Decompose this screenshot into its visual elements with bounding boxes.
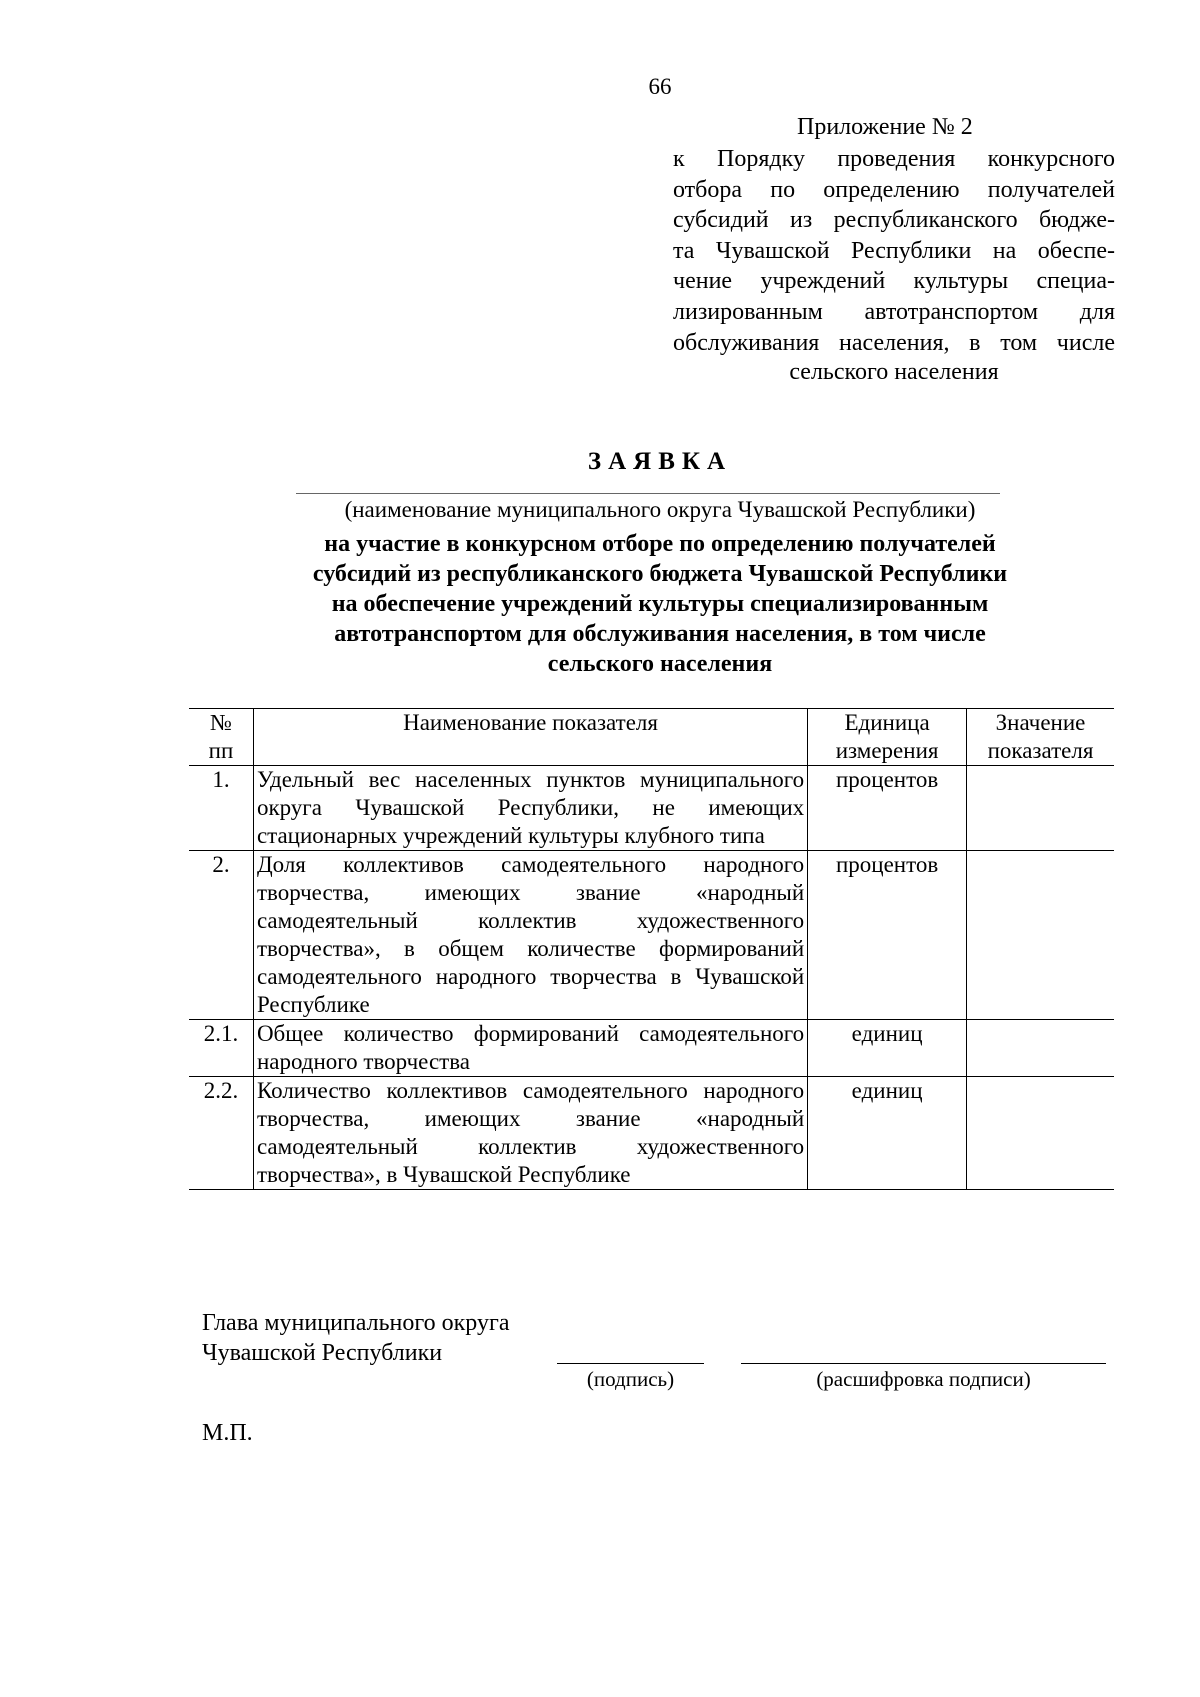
table-row bbox=[189, 1020, 1114, 1077]
row-unit: единиц bbox=[808, 1077, 967, 1190]
appendix-line: чение учреждений культуры специа- bbox=[673, 268, 1115, 295]
row-indicator-name: Общее количество формирований самодеятельного народного творчества bbox=[253, 1020, 807, 1077]
row-number: 2.2. bbox=[189, 1077, 253, 1190]
row-number: 2.1. bbox=[189, 1020, 253, 1077]
row-value-field[interactable] bbox=[967, 766, 1114, 851]
header-number-line: пп bbox=[208, 738, 234, 763]
signatory-position bbox=[202, 1308, 510, 1368]
subtitle-line: на обеспечение учреждений культуры специализированным bbox=[331, 591, 989, 617]
signature-caption: (подпись) bbox=[586, 1367, 675, 1391]
row-indicator-name: Количество коллективов самодеятельного народного творчества, имеющих звание «народный самодеятельный коллектив художественного творчества», в Чувашской Республике bbox=[253, 1077, 807, 1190]
row-unit: единиц bbox=[808, 1020, 967, 1077]
signature-decode-field[interactable] bbox=[741, 1363, 1106, 1364]
table-row bbox=[189, 1077, 1114, 1190]
page-number: 66 bbox=[648, 74, 672, 99]
header-name-line: Наименование показателя bbox=[403, 710, 658, 735]
subtitle-line: сельского населения bbox=[547, 651, 773, 677]
table-header-row bbox=[189, 709, 1114, 766]
row-unit: процентов bbox=[808, 851, 967, 1020]
subtitle-line: автотранспортом для обслуживания населения, в том числе bbox=[334, 621, 986, 647]
table-row bbox=[189, 766, 1114, 851]
header-unit-line: Единица bbox=[844, 710, 930, 735]
header-value-line: показателя bbox=[987, 738, 1094, 763]
document-subtitle bbox=[0, 529, 1200, 679]
header-unit bbox=[808, 709, 967, 766]
appendix-line: та Чувашской Республики на обеспе- bbox=[673, 237, 1115, 264]
appendix-body bbox=[673, 144, 1115, 358]
row-number: 1. bbox=[189, 766, 253, 851]
appendix-line: субсидий из республиканского бюдже- bbox=[673, 207, 1115, 234]
row-number: 2. bbox=[189, 851, 253, 1020]
appendix-line: к Порядку проведения конкурсного bbox=[673, 146, 1115, 172]
row-unit: процентов bbox=[808, 766, 967, 851]
row-value-field[interactable] bbox=[967, 851, 1114, 1020]
appendix-line: обслуживания населения, в том числе bbox=[673, 329, 1115, 356]
row-indicator-name: Доля коллективов самодеятельного народного творчества, имеющих звание «народный самодеятельный коллектив художественного творчества», в общем количестве формирований самодеятельного народного творчества в Чувашской Республике bbox=[253, 851, 807, 1020]
table-row bbox=[189, 851, 1114, 1020]
municipality-name-caption: (наименование муниципального округа Чувашской Республики) bbox=[344, 497, 976, 522]
stamp-place-label: М.П. bbox=[202, 1420, 253, 1446]
row-indicator-name: Удельный вес населенных пунктов муниципального округа Чувашской Республики, не имеющих стационарных учреждений культуры клубного типа bbox=[253, 766, 807, 851]
signatory-position-line: Глава муниципального округа bbox=[202, 1310, 510, 1336]
header-unit-line: измерения bbox=[835, 738, 939, 763]
document-title: ЗАЯВКА bbox=[587, 448, 733, 475]
header-number bbox=[189, 709, 253, 766]
header-indicator-name bbox=[253, 709, 807, 766]
signature-decode-caption: (расшифровка подписи) bbox=[816, 1367, 1031, 1391]
subtitle-line: субсидий из республиканского бюджета Чувашской Республики bbox=[312, 561, 1008, 587]
header-number-line: № bbox=[209, 710, 232, 735]
signatory-position-line: Чувашской Республики bbox=[202, 1340, 443, 1366]
signature-field[interactable] bbox=[557, 1363, 704, 1364]
appendix-line: лизированным автотранспортом для bbox=[673, 298, 1115, 325]
municipality-name-field bbox=[296, 493, 1000, 494]
row-value-field[interactable] bbox=[967, 1020, 1114, 1077]
appendix-last-line: сельского населения bbox=[789, 359, 999, 385]
indicators-table bbox=[189, 708, 1114, 1190]
appendix-line: отбора по определению получателей bbox=[673, 176, 1115, 203]
header-value bbox=[967, 709, 1114, 766]
appendix-heading: Приложение № 2 bbox=[797, 114, 973, 140]
row-value-field[interactable] bbox=[967, 1077, 1114, 1190]
subtitle-line: на участие в конкурсном отборе по определению получателей bbox=[324, 531, 996, 557]
header-value-line: Значение bbox=[995, 710, 1086, 735]
